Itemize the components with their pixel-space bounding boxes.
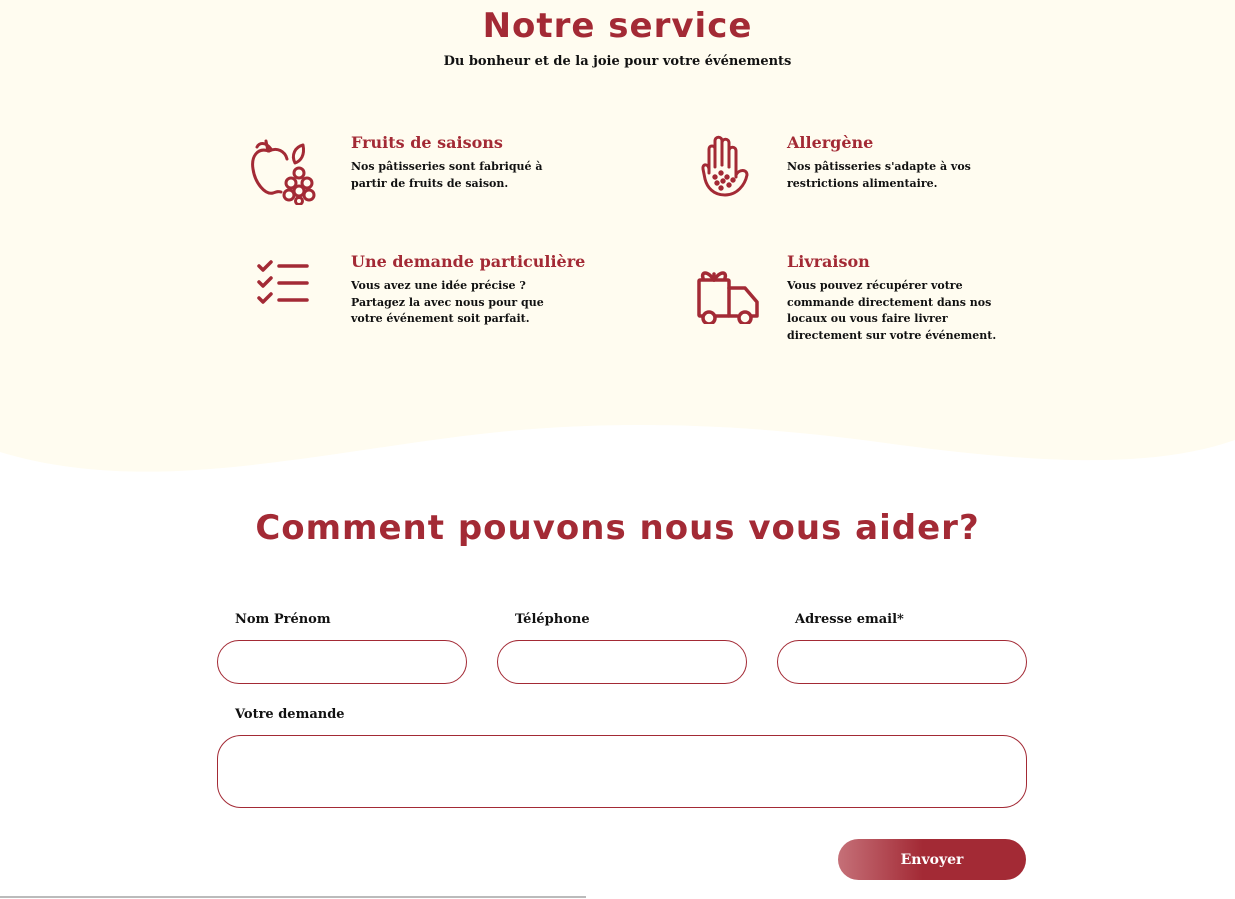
service-title: Livraison xyxy=(787,252,870,271)
service-description-line: directement sur votre événement. xyxy=(787,328,997,342)
request-label: Votre demande xyxy=(235,707,345,722)
services-subtitle: Du bonheur et de la joie pour votre événements xyxy=(443,54,792,69)
email-input[interactable] xyxy=(777,640,1027,684)
email-label: Adresse email* xyxy=(795,612,904,627)
name-input[interactable] xyxy=(217,640,467,684)
service-description xyxy=(351,159,551,192)
service-description-line: Partagez la avec nous pour que xyxy=(351,295,544,309)
service-description-line: votre événement soit parfait. xyxy=(351,312,530,325)
service-description xyxy=(787,159,987,192)
delivery-truck-icon xyxy=(687,252,759,324)
send-button[interactable]: Envoyer xyxy=(838,839,1026,880)
service-description-line: Vous pouvez récupérer votre xyxy=(787,279,963,292)
service-description-line: Vous avez une idée précise ? xyxy=(351,279,526,292)
service-description-line: partir de fruits de saison. xyxy=(351,176,509,190)
service-description xyxy=(787,278,997,344)
allergen-hand-icon xyxy=(687,133,759,205)
checklist-icon xyxy=(251,252,323,324)
phone-input[interactable] xyxy=(497,640,747,684)
service-title: Fruits de saisons xyxy=(351,133,503,152)
phone-label: Téléphone xyxy=(515,612,590,627)
service-description xyxy=(351,278,551,328)
request-textarea[interactable] xyxy=(217,735,1027,808)
service-description-line: commande directement dans nos xyxy=(787,295,992,309)
scrollbar[interactable] xyxy=(0,896,586,898)
name-label: Nom Prénom xyxy=(235,612,331,627)
service-description-line: restrictions alimentaire. xyxy=(787,176,938,190)
service-description-line: Nos pâtisseries sont fabriqué à xyxy=(351,160,543,173)
service-description-line: locaux ou vous faire livrer xyxy=(787,312,948,325)
service-description-line: Nos pâtisseries s'adapte à vos xyxy=(787,160,971,173)
fruits-icon xyxy=(251,133,323,205)
service-title: Allergène xyxy=(787,133,874,152)
service-title: Une demande particulière xyxy=(351,252,586,271)
services-title: Notre service xyxy=(482,6,753,46)
contact-title: Comment pouvons nous vous aider? xyxy=(255,508,980,548)
